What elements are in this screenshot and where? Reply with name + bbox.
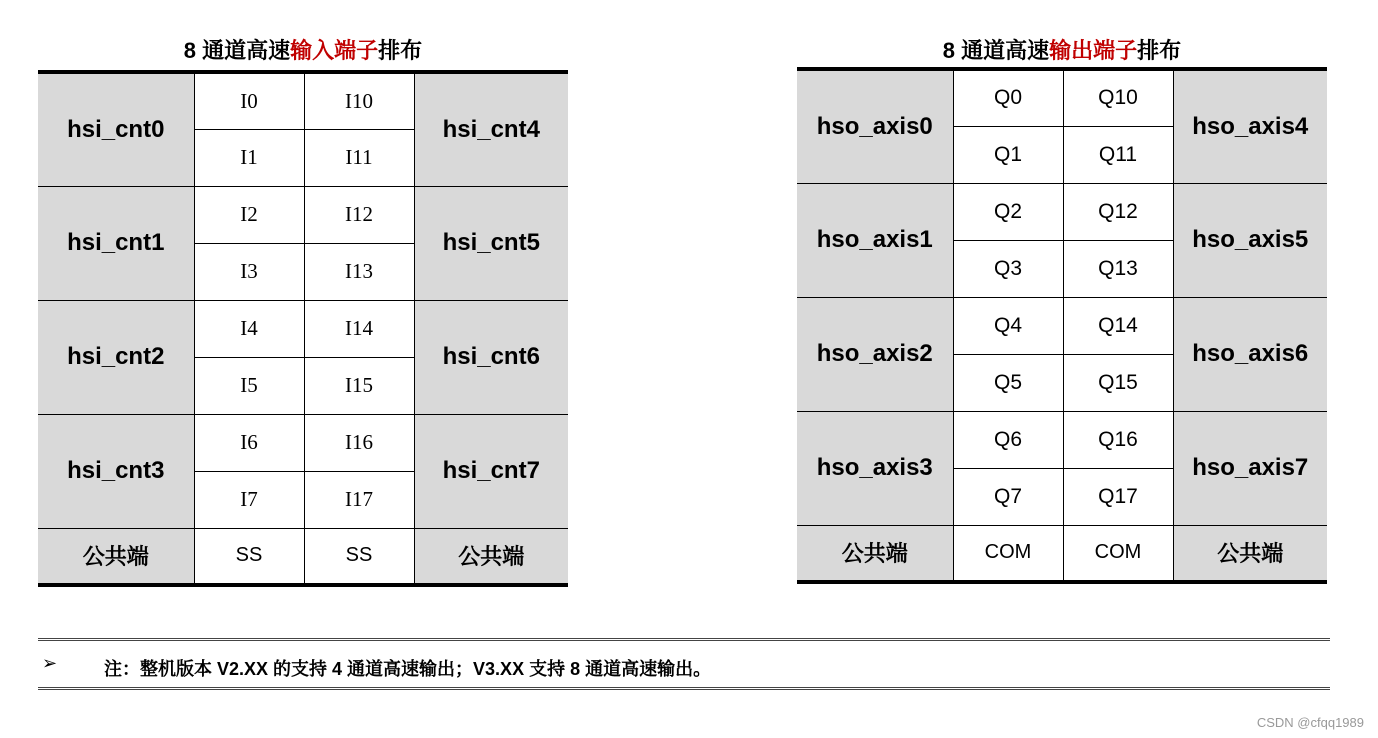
- table-row: [38, 300, 568, 357]
- pin-cell-right: Q13: [1063, 240, 1173, 297]
- pin-cell-right: I14: [304, 300, 414, 357]
- pin-cell-right: I17: [304, 471, 414, 528]
- pin-cell-left: I1: [194, 129, 304, 186]
- common-label-left: 公共端: [38, 528, 194, 585]
- pin-cell-right: I10: [304, 72, 414, 129]
- pin-cell-right: Q14: [1063, 297, 1173, 354]
- common-value-right: COM: [1063, 525, 1173, 582]
- title-suffix: 排布: [378, 38, 423, 63]
- table-row: [38, 72, 568, 129]
- pin-cell-right: I16: [304, 414, 414, 471]
- group-label-right: hso_axis7: [1173, 411, 1327, 525]
- group-label-right: hsi_cnt4: [414, 72, 568, 186]
- pin-cell-left: I5: [194, 357, 304, 414]
- input-table-title: [38, 34, 568, 64]
- pin-cell-right: I13: [304, 243, 414, 300]
- group-label-left: hso_axis2: [797, 297, 953, 411]
- pin-cell-left: Q1: [953, 126, 1063, 183]
- pin-cell-left: Q7: [953, 468, 1063, 525]
- group-label-right: hsi_cnt7: [414, 414, 568, 528]
- arrow-bullet-icon: ➢: [42, 653, 58, 673]
- table-row: [797, 297, 1327, 354]
- title-highlight: 输入端子: [290, 38, 379, 63]
- group-label-left: hso_axis3: [797, 411, 953, 525]
- group-label-right: hsi_cnt5: [414, 186, 568, 300]
- group-label-left: hsi_cnt0: [38, 72, 194, 186]
- pin-cell-left: I2: [194, 186, 304, 243]
- table-row: [797, 183, 1327, 240]
- pin-cell-left: Q4: [953, 297, 1063, 354]
- pin-cell-right: I12: [304, 186, 414, 243]
- pin-cell-left: Q5: [953, 354, 1063, 411]
- group-label-left: hso_axis0: [797, 69, 953, 183]
- group-label-right: hso_axis6: [1173, 297, 1327, 411]
- common-label-right: 公共端: [414, 528, 568, 585]
- pin-cell-left: Q2: [953, 183, 1063, 240]
- table-row: [797, 411, 1327, 468]
- note-bar: [38, 638, 1330, 690]
- pin-cell-right: I15: [304, 357, 414, 414]
- common-row: [797, 525, 1327, 582]
- pin-cell-left: Q3: [953, 240, 1063, 297]
- common-value-right: SS: [304, 528, 414, 585]
- table-row: [38, 414, 568, 471]
- pin-cell-left: Q0: [953, 69, 1063, 126]
- pin-cell-left: I3: [194, 243, 304, 300]
- common-value-left: SS: [194, 528, 304, 585]
- group-label-left: hsi_cnt2: [38, 300, 194, 414]
- table-row: [797, 69, 1327, 126]
- pin-cell-right: Q11: [1063, 126, 1173, 183]
- common-value-left: COM: [953, 525, 1063, 582]
- pin-cell-right: Q12: [1063, 183, 1173, 240]
- common-label-right: 公共端: [1173, 525, 1327, 582]
- title-suffix: 排布: [1137, 38, 1182, 63]
- pin-cell-left: I0: [194, 72, 304, 129]
- group-label-left: hso_axis1: [797, 183, 953, 297]
- pin-cell-right: Q15: [1063, 354, 1173, 411]
- note-text: 注：整机版本 V2.XX 的支持 4 通道高速输出；V3.XX 支持 8 通道高速输出。: [104, 659, 712, 679]
- group-label-left: hsi_cnt1: [38, 186, 194, 300]
- pin-cell-right: Q16: [1063, 411, 1173, 468]
- pin-cell-left: I7: [194, 471, 304, 528]
- group-label-right: hsi_cnt6: [414, 300, 568, 414]
- table-row: [38, 186, 568, 243]
- pin-cell-left: Q6: [953, 411, 1063, 468]
- group-label-right: hso_axis5: [1173, 183, 1327, 297]
- common-label-left: 公共端: [797, 525, 953, 582]
- input-terminal-table: [38, 70, 568, 587]
- output-table-title: [797, 34, 1327, 64]
- pin-cell-left: I6: [194, 414, 304, 471]
- title-highlight: 输出端子: [1049, 38, 1138, 63]
- title-prefix: 8 通道高速: [942, 38, 1050, 63]
- pin-cell-right: Q10: [1063, 69, 1173, 126]
- group-label-left: hsi_cnt3: [38, 414, 194, 528]
- pin-cell-left: I4: [194, 300, 304, 357]
- watermark: CSDN @cfqq1989: [1256, 715, 1364, 730]
- pin-cell-right: Q17: [1063, 468, 1173, 525]
- common-row: [38, 528, 568, 585]
- output-terminal-table: [797, 67, 1327, 584]
- pin-cell-right: I11: [304, 129, 414, 186]
- title-prefix: 8 通道高速: [183, 38, 291, 63]
- group-label-right: hso_axis4: [1173, 69, 1327, 183]
